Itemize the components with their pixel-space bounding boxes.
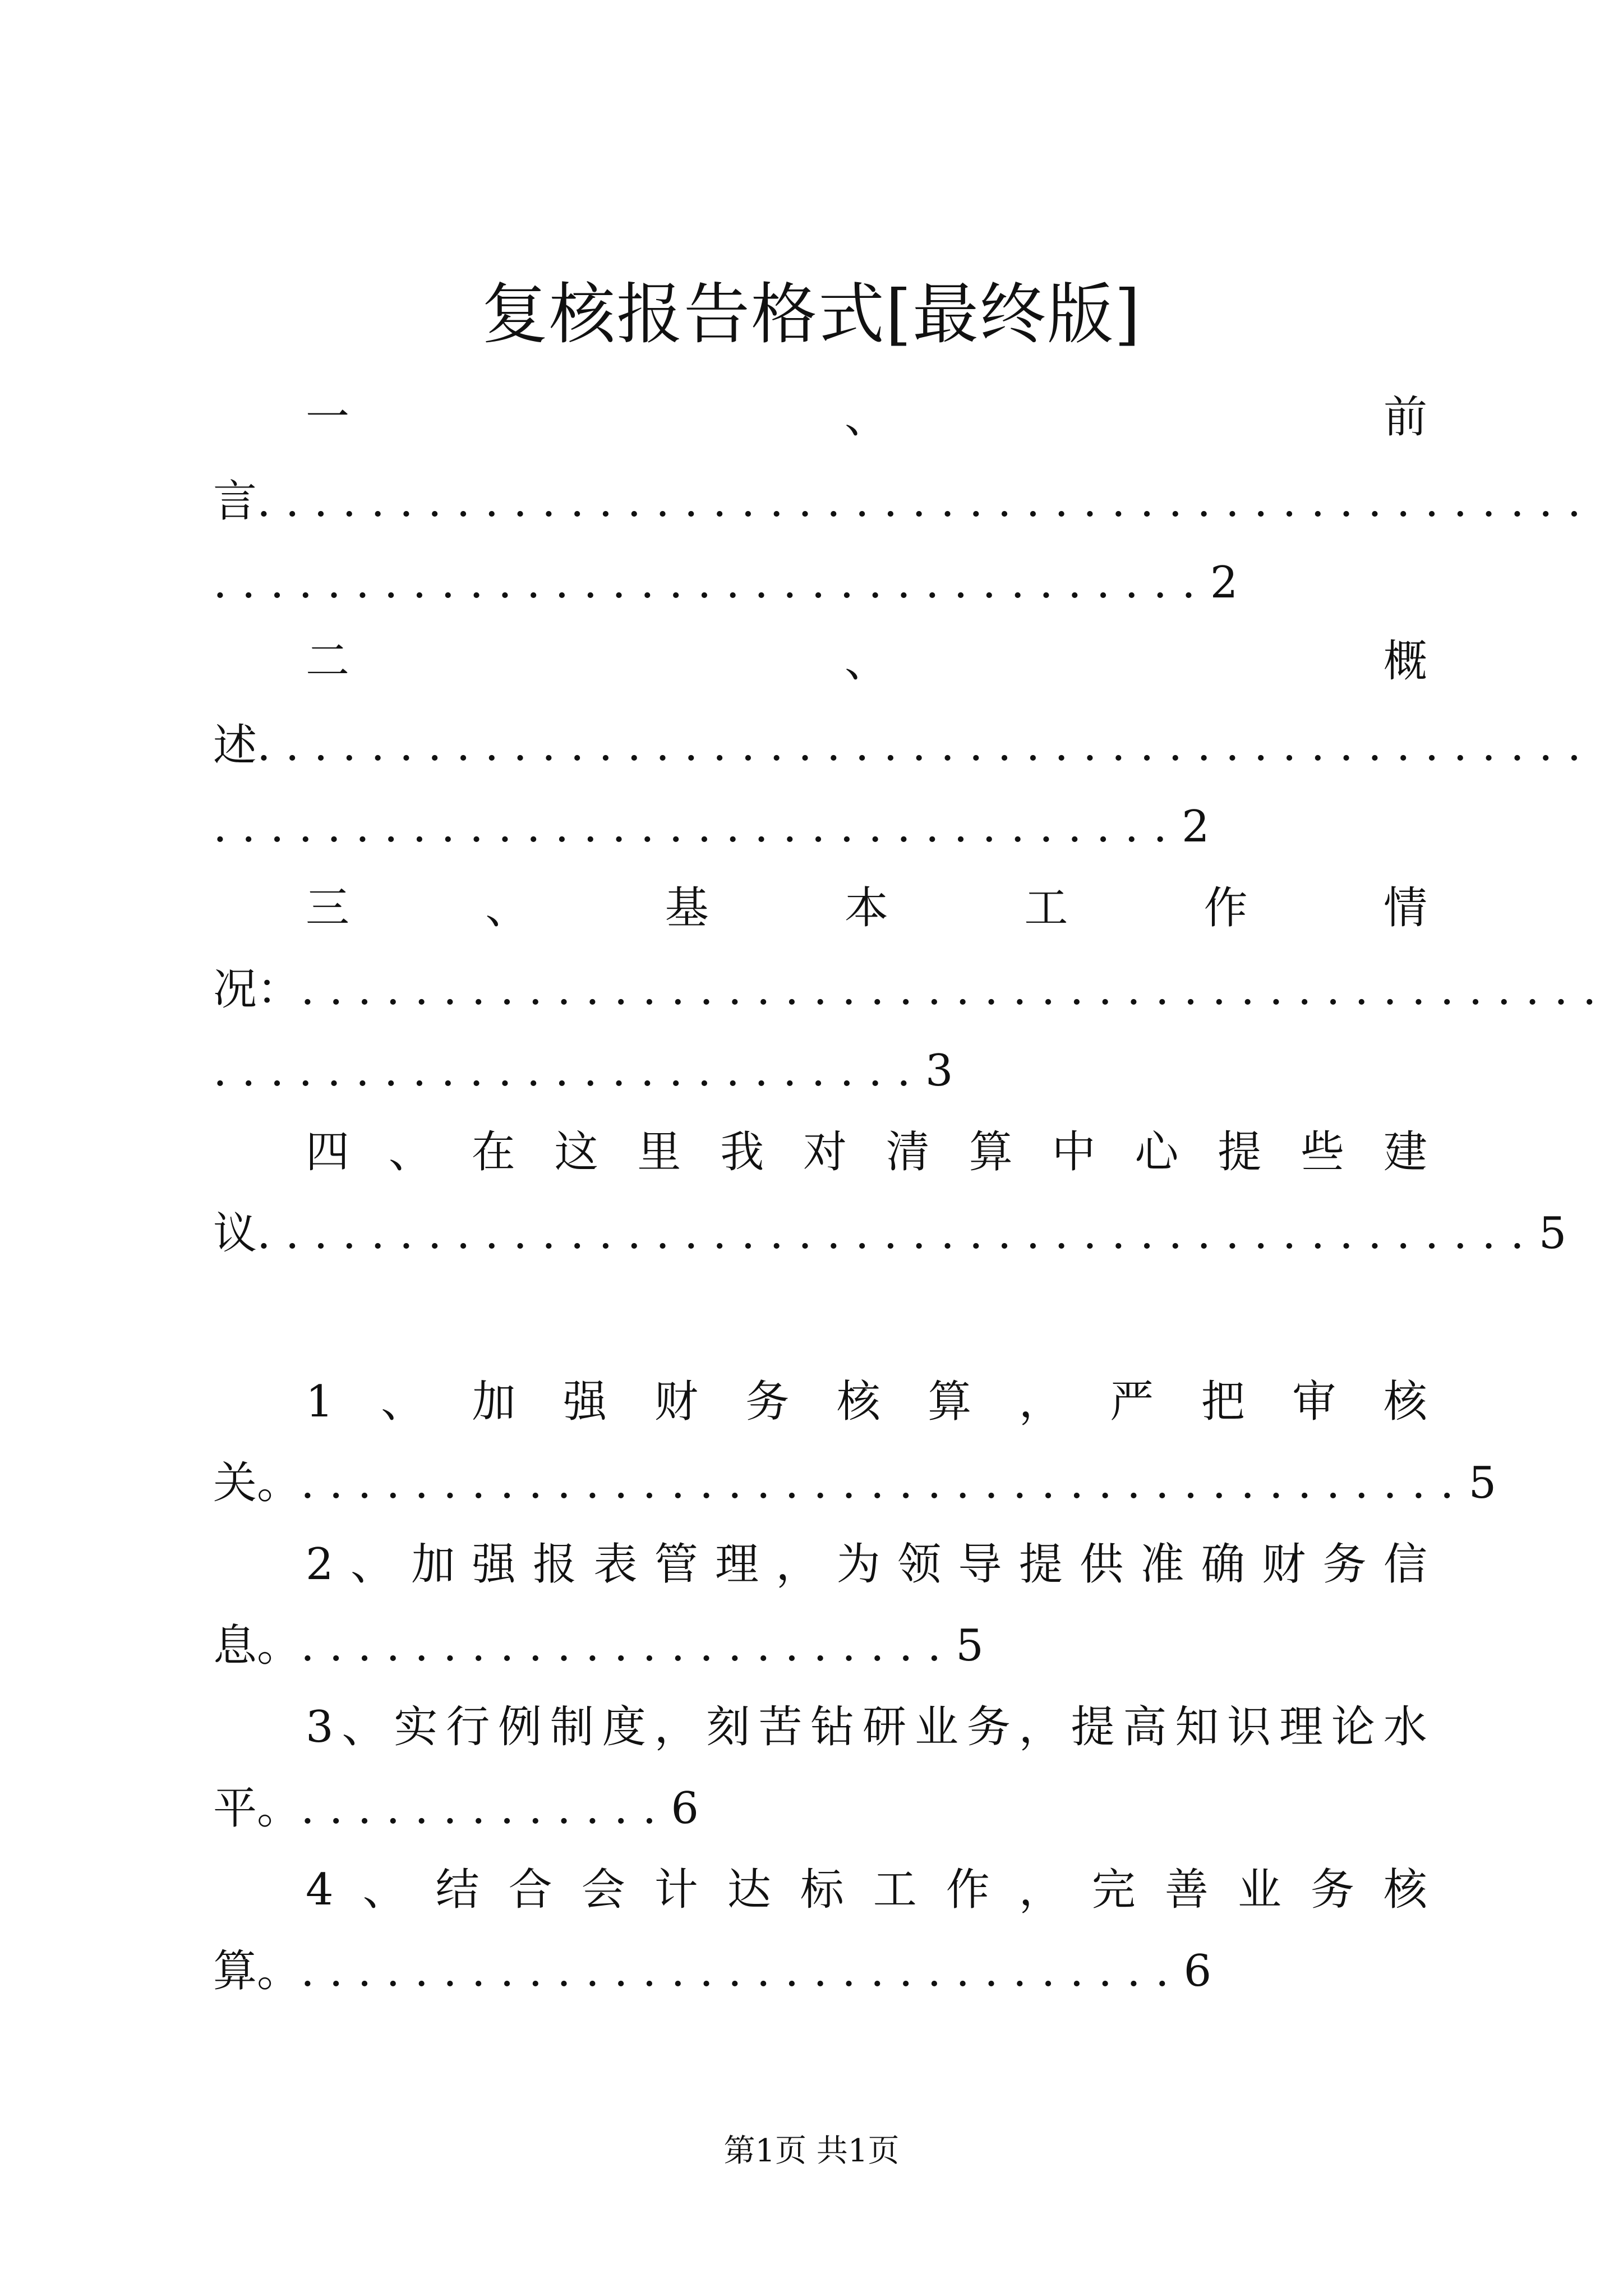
toc-page-number: 2 (1182, 802, 1210, 852)
toc-entry-1-line2: 言 ............................................... (213, 476, 1596, 527)
toc-page-number: 5 (1468, 1458, 1497, 1508)
toc-page-number: 2 (1210, 558, 1238, 608)
page-count: 第1页 共1页 (723, 2133, 900, 2169)
toc-entry-8-line2: 算。 ............................... 6 (213, 1946, 1212, 1996)
toc-entry-5-line2: 关。 ......................................... 5 (213, 1458, 1497, 1508)
page-footer (0, 2126, 1623, 2171)
page-title: 复核报告格式[最终版] (481, 275, 1142, 353)
toc-entry-2-line3: .................................. 2 (213, 802, 1210, 852)
toc-page-number: 5 (1538, 1208, 1567, 1259)
toc-entry-7-line2: 平。 ............. 6 (213, 1783, 699, 1834)
toc-entry-3-line1: 三 、 基 本 工 作 情 (306, 883, 1427, 933)
toc-page-number: 6 (1183, 1946, 1212, 1996)
toc-entry-6-line2: 息。 ....................... 5 (213, 1621, 984, 1671)
toc-entry-3-line3: ......................... 3 (213, 1046, 953, 1096)
toc-entry-1-line1: 一 、 前 (306, 392, 1427, 443)
toc-entry-6-line1: 2 、 加 强 报 表 管 理 ， 为 领 导 提 供 准 确 财 务 信 (306, 1539, 1427, 1590)
toc-entry-2-line2: 述 ............................................... (213, 720, 1596, 771)
toc-page-number: 5 (956, 1621, 984, 1671)
toc-entry-4-line1: 四 、 在 这 里 我 对 清 算 中 心 提 些 建 (306, 1127, 1427, 1177)
toc-entry-3-line2: 况： .............................................. (213, 964, 1611, 1015)
toc-entry-8-line1: 4 、 结 合 会 计 达 标 工 作 ， 完 善 业 务 核 (306, 1865, 1427, 1915)
toc-entry-7-line1: 3 、 实 行 例 制 度 ， 刻 苦 钻 研 业 务 ， 提 高 知 识 理 论 水 (306, 1702, 1427, 1752)
toc-entry-2-line1: 二 、 概 (306, 636, 1427, 687)
toc-entry-4-line2: 议 ............................................. 5 (213, 1208, 1567, 1259)
toc-entry-5-line1: 1 、 加 强 财 务 核 算 ， 严 把 审 核 (306, 1377, 1427, 1427)
toc-entry-1-line3: ................................... 2 (213, 558, 1238, 608)
toc-page-number: 6 (671, 1783, 699, 1834)
toc-page-number: 3 (925, 1046, 953, 1096)
